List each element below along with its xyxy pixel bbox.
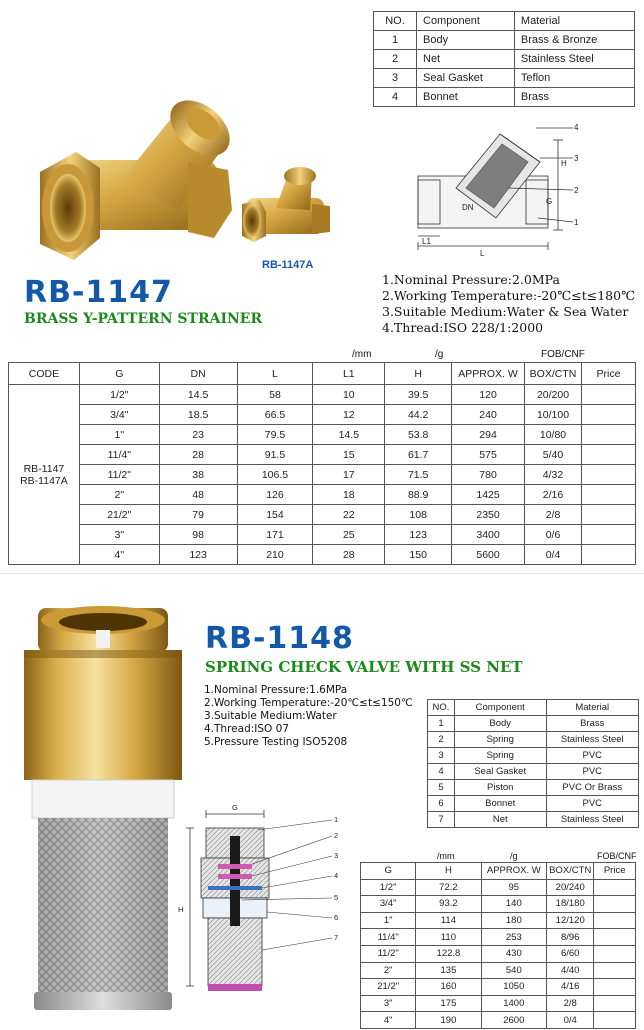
table-cell: 253 <box>481 929 547 946</box>
table-cell <box>581 445 635 465</box>
table-row <box>361 1012 636 1029</box>
table-cell: 8/96 <box>547 929 594 946</box>
table-cell: 2/8 <box>525 505 582 525</box>
unit-fob: FOB/CNF <box>597 851 637 861</box>
table-cell: Stainless Steel <box>546 812 638 828</box>
spec-line: 3.Suitable Medium:Water <box>204 710 337 722</box>
table-row <box>9 505 636 525</box>
dim-l: L <box>480 249 485 258</box>
callout-3: 3 <box>334 851 339 860</box>
table-cell: 10/100 <box>525 405 582 425</box>
table-cell: 10/80 <box>525 425 582 445</box>
table-cell: 3/4" <box>361 896 416 913</box>
unit-mm: /mm <box>437 851 455 861</box>
table-cell: 4 <box>374 88 417 107</box>
table-cell: 108 <box>385 505 452 525</box>
header-cell: BOX/CTN <box>547 863 594 880</box>
table-cell: 171 <box>237 525 313 545</box>
code-line: RB-1147 <box>23 462 65 475</box>
table-cell: 3 <box>428 748 455 764</box>
table-cell: 18/180 <box>547 896 594 913</box>
table-cell: 11/2" <box>361 945 416 962</box>
table-cell: 4/16 <box>547 979 594 996</box>
table-cell: Bonnet <box>454 796 546 812</box>
strainer-model-title: RB-1147 <box>24 275 173 310</box>
table-cell: 540 <box>481 962 547 979</box>
table-cell: 5600 <box>452 545 525 565</box>
table-cell: PVC <box>546 748 638 764</box>
table-cell: 4" <box>79 545 159 565</box>
table-cell: 48 <box>159 485 237 505</box>
table-cell: 39.5 <box>385 385 452 405</box>
table-row <box>374 31 635 50</box>
table-cell: 4" <box>361 1012 416 1029</box>
callout-1: 1 <box>334 815 339 824</box>
table-cell: 5/40 <box>525 445 582 465</box>
dim-h: H <box>178 905 184 914</box>
table-cell: 2/16 <box>525 485 582 505</box>
check-valve-subtitle: SPRING CHECK VALVE WITH SS NET <box>205 658 523 676</box>
table-cell: 430 <box>481 945 547 962</box>
table-cell: 58 <box>237 385 313 405</box>
table-row <box>374 88 635 107</box>
table-row <box>361 979 636 996</box>
variant-label: RB-1147A <box>262 259 314 271</box>
table-cell <box>581 405 635 425</box>
header-cell: Material <box>546 700 638 716</box>
table-row <box>428 812 639 828</box>
header-cell: CODE <box>9 363 80 385</box>
table-cell: 28 <box>313 545 385 565</box>
header-cell: G <box>361 863 416 880</box>
table-row <box>9 525 636 545</box>
spec-line: 2.Working Temperature:-20℃≤t≤150℃ <box>204 697 413 709</box>
spec-line: 1.Nominal Pressure:2.0MPa <box>382 272 560 287</box>
header-cell: Component <box>454 700 546 716</box>
table-cell <box>581 505 635 525</box>
section-divider <box>0 573 644 574</box>
check-valve-spec-table <box>360 862 636 1029</box>
header-cell: BOX/CTN <box>525 363 582 385</box>
table-cell: 93.2 <box>416 896 481 913</box>
callout-4: 4 <box>574 123 579 132</box>
table-cell: 294 <box>452 425 525 445</box>
table-row <box>361 962 636 979</box>
table-cell <box>594 929 636 946</box>
table-cell: Brass <box>546 716 638 732</box>
table-cell: Stainless Steel <box>546 732 638 748</box>
table-header-row <box>361 863 636 880</box>
table-cell: 1/2" <box>361 879 416 896</box>
table-cell: Seal Gasket <box>454 764 546 780</box>
table-row <box>428 716 639 732</box>
table-row <box>428 732 639 748</box>
table-row <box>361 912 636 929</box>
table-cell: Teflon <box>514 69 634 88</box>
header-cell: APPROX. W <box>452 363 525 385</box>
table-cell: 123 <box>385 525 452 545</box>
table-cell: 21/2" <box>361 979 416 996</box>
table-cell <box>594 1012 636 1029</box>
table-cell: 95 <box>481 879 547 896</box>
table-cell: 79.5 <box>237 425 313 445</box>
spec-line: 5.Pressure Testing ISO5208 <box>204 736 348 748</box>
table-cell: 44.2 <box>385 405 452 425</box>
table-cell: 2/8 <box>547 995 594 1012</box>
table-cell: Body <box>454 716 546 732</box>
table-cell: 1050 <box>481 979 547 996</box>
table-cell: 0/6 <box>525 525 582 545</box>
table-cell: 1" <box>361 912 416 929</box>
table-cell <box>581 465 635 485</box>
table-cell: 150 <box>385 545 452 565</box>
table-cell: PVC Or Brass <box>546 780 638 796</box>
callout-4: 4 <box>334 871 339 880</box>
table-cell: 23 <box>159 425 237 445</box>
table-row <box>9 405 636 425</box>
header-cell: L <box>237 363 313 385</box>
table-cell: Net <box>454 812 546 828</box>
table-row <box>9 545 636 565</box>
table-cell: 135 <box>416 962 481 979</box>
table-cell: 15 <box>313 445 385 465</box>
table-cell: 71.5 <box>385 465 452 485</box>
check-valve-model-title: RB-1148 <box>205 621 354 656</box>
strainer-spec-table <box>8 362 636 565</box>
table-cell <box>581 385 635 405</box>
table-row <box>9 485 636 505</box>
header-cell: L1 <box>313 363 385 385</box>
table-cell: 98 <box>159 525 237 545</box>
table-row <box>361 995 636 1012</box>
table-cell: Piston <box>454 780 546 796</box>
table-row <box>361 929 636 946</box>
table-cell: PVC <box>546 796 638 812</box>
callout-2: 2 <box>334 831 339 840</box>
table-cell <box>594 945 636 962</box>
dim-l1: L1 <box>422 237 431 246</box>
table-cell: 10 <box>313 385 385 405</box>
table-cell: 0/4 <box>547 1012 594 1029</box>
table-cell: 18.5 <box>159 405 237 425</box>
table-cell: 18 <box>313 485 385 505</box>
table-cell: 3400 <box>452 525 525 545</box>
table-cell: 25 <box>313 525 385 545</box>
table-cell: 4 <box>428 764 455 780</box>
table-cell <box>594 962 636 979</box>
table-cell: 3" <box>79 525 159 545</box>
table-cell: 1/2" <box>79 385 159 405</box>
table-cell <box>594 912 636 929</box>
callout-6: 6 <box>334 913 339 922</box>
table-cell: Spring <box>454 732 546 748</box>
table-cell: 114 <box>416 912 481 929</box>
table-cell: 88.9 <box>385 485 452 505</box>
header-cell: G <box>79 363 159 385</box>
table-cell: 21/2" <box>79 505 159 525</box>
spec-line: 4.Thread:ISO 07 <box>204 723 289 735</box>
table-cell: 1400 <box>481 995 547 1012</box>
callout-3: 3 <box>574 154 579 163</box>
table-cell: 66.5 <box>237 405 313 425</box>
check-valve-cross-section-drawing <box>168 800 358 1005</box>
dim-dn: DN <box>462 203 474 212</box>
table-row <box>374 69 635 88</box>
unit-g: /g <box>435 349 444 360</box>
table-cell: 110 <box>416 929 481 946</box>
table-cell: PVC <box>546 764 638 780</box>
table-cell: 38 <box>159 465 237 485</box>
table-cell: 175 <box>416 995 481 1012</box>
table-cell: 0/4 <box>525 545 582 565</box>
table-cell: 780 <box>452 465 525 485</box>
table-cell: 14.5 <box>159 385 237 405</box>
table-cell: 6/60 <box>547 945 594 962</box>
code-line: RB-1147A <box>20 474 68 487</box>
table-header-row <box>428 700 639 716</box>
table-cell: 7 <box>428 812 455 828</box>
table-row <box>361 945 636 962</box>
table-cell: 3" <box>361 995 416 1012</box>
table-header-row <box>374 12 635 31</box>
table-cell: 6 <box>428 796 455 812</box>
table-cell: 28 <box>159 445 237 465</box>
table-cell: 12 <box>313 405 385 425</box>
table-cell: 53.8 <box>385 425 452 445</box>
table-cell: 61.7 <box>385 445 452 465</box>
table-cell: Brass & Bronze <box>514 31 634 50</box>
header-cell: H <box>385 363 452 385</box>
callout-7: 7 <box>334 933 339 942</box>
table-cell: 2350 <box>452 505 525 525</box>
table-cell: 1 <box>428 716 455 732</box>
table-row <box>9 445 636 465</box>
strainer-cross-section-drawing <box>408 118 598 260</box>
header-cell: Component <box>417 12 515 31</box>
table-cell: 190 <box>416 1012 481 1029</box>
unit-mm: /mm <box>352 349 372 360</box>
code-cell <box>9 385 80 565</box>
table-cell: Brass <box>514 88 634 107</box>
table-cell: 2" <box>79 485 159 505</box>
header-cell: NO. <box>374 12 417 31</box>
table-row <box>9 385 636 405</box>
table-cell: 210 <box>237 545 313 565</box>
table-cell: Body <box>417 31 515 50</box>
dim-g: G <box>232 803 238 812</box>
table-row <box>9 425 636 445</box>
spec-line: 1.Nominal Pressure:1.6MPa <box>204 684 348 696</box>
header-cell: Price <box>581 363 635 385</box>
table-cell: Bonnet <box>417 88 515 107</box>
table-cell: 22 <box>313 505 385 525</box>
table-cell: 122.8 <box>416 945 481 962</box>
table-cell: 12/120 <box>547 912 594 929</box>
table-cell: 20/200 <box>525 385 582 405</box>
table-cell: 120 <box>452 385 525 405</box>
table-cell: 180 <box>481 912 547 929</box>
table-cell: 11/4" <box>361 929 416 946</box>
table-cell <box>581 545 635 565</box>
table-cell: 2600 <box>481 1012 547 1029</box>
table-cell: Net <box>417 50 515 69</box>
table-cell: 160 <box>416 979 481 996</box>
table-row <box>374 50 635 69</box>
table-cell: 154 <box>237 505 313 525</box>
table-cell <box>581 525 635 545</box>
table-cell: 123 <box>159 545 237 565</box>
table-cell: 5 <box>428 780 455 796</box>
header-cell: DN <box>159 363 237 385</box>
table-cell: 20/240 <box>547 879 594 896</box>
table-cell: 17 <box>313 465 385 485</box>
strainer-components-table <box>373 11 635 107</box>
table-cell: 126 <box>237 485 313 505</box>
header-cell: NO. <box>428 700 455 716</box>
table-cell: 2 <box>428 732 455 748</box>
table-cell: Spring <box>454 748 546 764</box>
table-cell: 79 <box>159 505 237 525</box>
table-header-row <box>9 363 636 385</box>
table-cell: 1 <box>374 31 417 50</box>
table-cell: 3/4" <box>79 405 159 425</box>
table-cell: 91.5 <box>237 445 313 465</box>
table-cell: 2" <box>361 962 416 979</box>
table-cell: 575 <box>452 445 525 465</box>
spec-line: 4.Thread:ISO 228/1:2000 <box>382 320 544 335</box>
callout-2: 2 <box>574 186 579 195</box>
table-cell <box>594 979 636 996</box>
callout-5: 5 <box>334 893 339 902</box>
spec-line: 2.Working Temperature:-20℃≤t≤180℃ <box>382 288 636 303</box>
table-cell: 106.5 <box>237 465 313 485</box>
table-row <box>428 748 639 764</box>
table-row <box>361 879 636 896</box>
check-valve-specs <box>204 684 413 749</box>
table-cell: 4/32 <box>525 465 582 485</box>
table-cell: 240 <box>452 405 525 425</box>
unit-fob: FOB/CNF <box>541 349 585 360</box>
header-cell: H <box>416 863 481 880</box>
table-row <box>428 764 639 780</box>
table-row <box>361 896 636 913</box>
dim-h: H <box>561 159 567 168</box>
strainer-photo-small <box>240 160 332 250</box>
strainer-specs <box>382 272 635 336</box>
table-cell: Seal Gasket <box>417 69 515 88</box>
check-valve-photo <box>18 600 188 1020</box>
table-cell: 11/4" <box>79 445 159 465</box>
dim-g: G <box>546 197 553 206</box>
check-valve-components-table <box>427 699 639 828</box>
header-cell: Price <box>594 863 636 880</box>
table-cell <box>594 995 636 1012</box>
callout-1: 1 <box>574 218 579 227</box>
table-cell: 14.5 <box>313 425 385 445</box>
table-row <box>428 780 639 796</box>
header-cell: Material <box>514 12 634 31</box>
table-cell <box>581 485 635 505</box>
spec-line: 3.Suitable Medium:Water & Sea Water <box>382 304 629 319</box>
strainer-photo-large <box>28 60 233 275</box>
table-cell <box>594 896 636 913</box>
table-cell: Stainless Steel <box>514 50 634 69</box>
table-row <box>9 465 636 485</box>
unit-g: /g <box>510 851 518 861</box>
table-cell: 2 <box>374 50 417 69</box>
table-cell: 4/40 <box>547 962 594 979</box>
table-cell: 1425 <box>452 485 525 505</box>
table-row <box>428 796 639 812</box>
header-cell: APPROX. W <box>481 863 547 880</box>
table-cell: 11/2" <box>79 465 159 485</box>
table-cell: 140 <box>481 896 547 913</box>
strainer-subtitle: BRASS Y-PATTERN STRAINER <box>24 311 263 327</box>
table-cell: 3 <box>374 69 417 88</box>
table-cell <box>594 879 636 896</box>
table-cell: 1" <box>79 425 159 445</box>
table-cell <box>581 425 635 445</box>
table-cell: 72.2 <box>416 879 481 896</box>
